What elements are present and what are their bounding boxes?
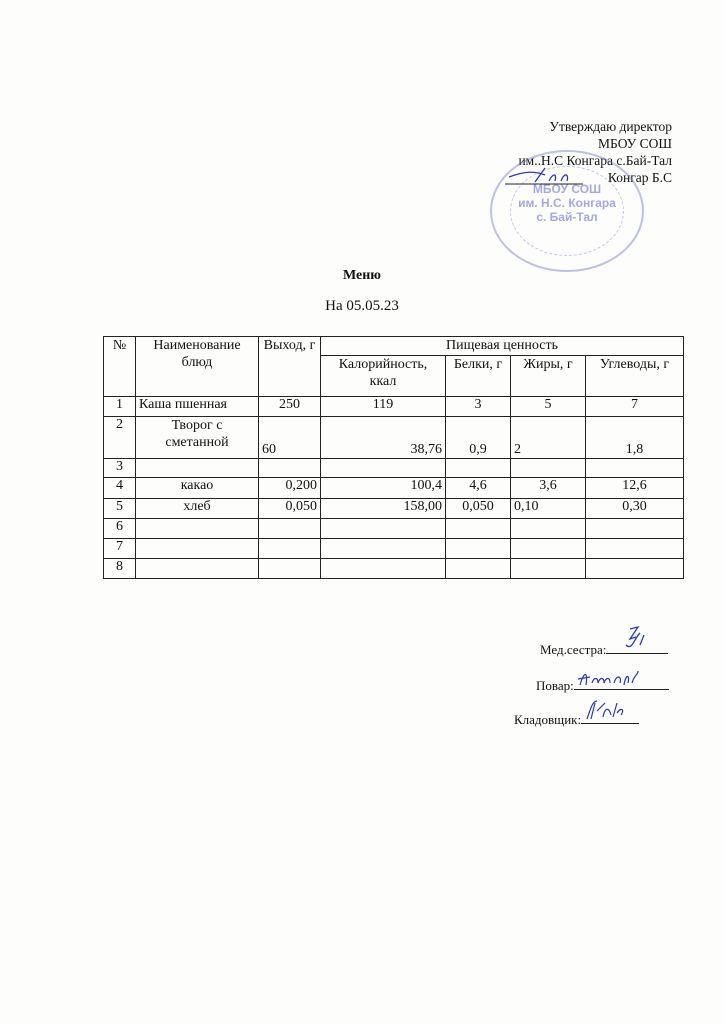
nurse-signature — [606, 640, 668, 654]
cell-num: 7 — [104, 539, 136, 559]
cell-calories: 38,76 — [321, 417, 446, 459]
cell-num: 5 — [104, 499, 136, 519]
cell-output: 250 — [259, 397, 321, 417]
cell-name — [136, 559, 259, 579]
cook-signature-row — [536, 676, 669, 694]
table-row — [104, 478, 684, 499]
cell-name — [136, 539, 259, 559]
cell-carbs — [586, 519, 684, 539]
cell-proteins: 0,9 — [446, 417, 511, 459]
cell-carbs: 0,30 — [586, 499, 684, 519]
cell-proteins: 0,050 — [446, 499, 511, 519]
cell-fats: 3,6 — [511, 478, 586, 499]
approval-line-1: Утверждаю директор — [549, 119, 672, 134]
table-row — [104, 417, 684, 459]
cell-calories — [321, 539, 446, 559]
cell-calories — [321, 559, 446, 579]
table-row — [104, 499, 684, 519]
menu-table — [103, 336, 684, 579]
cell-calories: 158,00 — [321, 499, 446, 519]
nurse-label: Мед.сестра: — [540, 642, 607, 657]
cell-output: 0,200 — [259, 478, 321, 499]
cook-signature — [574, 676, 669, 690]
cell-output — [259, 459, 321, 478]
cell-fats — [511, 559, 586, 579]
cell-num: 2 — [104, 417, 136, 459]
cell-fats — [511, 519, 586, 539]
cell-proteins — [446, 459, 511, 478]
table-row — [104, 539, 684, 559]
cell-carbs: 1,8 — [586, 417, 684, 459]
cell-carbs — [586, 539, 684, 559]
cell-calories: 119 — [321, 397, 446, 417]
storekeeper-signature-row — [514, 710, 639, 728]
cell-output — [259, 519, 321, 539]
header-fats: Жиры, г — [511, 356, 586, 397]
approval-line-3: им..Н.С Конгара с.Бай-Тал — [518, 153, 672, 168]
cell-name: какао — [136, 478, 259, 499]
cell-calories — [321, 519, 446, 539]
approval-line-4: Конгар Б.С — [607, 170, 672, 185]
header-name: Наименование блюд — [136, 337, 259, 397]
header-carbs: Углеводы, г — [586, 356, 684, 397]
stamp-line-2: им. Н.С. Конгара — [518, 196, 616, 210]
storekeeper-label: Кладовщик: — [514, 712, 582, 727]
cell-proteins — [446, 559, 511, 579]
header-output: Выход, г — [259, 337, 321, 397]
table-row — [104, 559, 684, 579]
header-num: № — [104, 337, 136, 397]
approval-line-2: МБОУ СОШ — [598, 136, 672, 151]
table-row — [104, 397, 684, 417]
storekeeper-signature — [581, 710, 639, 724]
cell-output: 0,050 — [259, 499, 321, 519]
cell-proteins: 4,6 — [446, 478, 511, 499]
cell-name: Творог с сметанной — [136, 417, 259, 459]
cell-name — [136, 519, 259, 539]
stamp-line-3: с. Бай-Тал — [536, 210, 598, 224]
cell-fats — [511, 459, 586, 478]
cell-calories: 100,4 — [321, 478, 446, 499]
table-row — [104, 459, 684, 478]
cell-carbs — [586, 559, 684, 579]
header-calories: Калорийность, ккал — [321, 356, 446, 397]
cell-carbs: 12,6 — [586, 478, 684, 499]
cell-num: 8 — [104, 559, 136, 579]
cell-num: 1 — [104, 397, 136, 417]
header-proteins: Белки, г — [446, 356, 511, 397]
nurse-signature-row — [540, 640, 668, 658]
cell-num: 3 — [104, 459, 136, 478]
cell-name: хлеб — [136, 499, 259, 519]
director-signature — [505, 165, 585, 187]
cell-proteins — [446, 539, 511, 559]
cell-fats — [511, 539, 586, 559]
cell-carbs: 7 — [586, 397, 684, 417]
cell-carbs — [586, 459, 684, 478]
cell-fats: 2 — [511, 417, 586, 459]
cook-label: Повар: — [536, 678, 574, 693]
stamp-line-1: МБОУ СОШ — [532, 182, 602, 196]
cell-fats: 5 — [511, 397, 586, 417]
cell-output — [259, 559, 321, 579]
cell-output — [259, 539, 321, 559]
cell-proteins: 3 — [446, 397, 511, 417]
page-title: Меню — [342, 268, 381, 283]
cell-proteins — [446, 519, 511, 539]
cell-calories — [321, 459, 446, 478]
header-nutrition: Пищевая ценность — [321, 337, 684, 356]
cell-num: 6 — [104, 519, 136, 539]
table-row — [104, 519, 684, 539]
cell-name — [136, 459, 259, 478]
stamp-text — [492, 182, 642, 224]
cell-name: Каша пшенная — [136, 397, 259, 417]
cell-fats: 0,10 — [511, 499, 586, 519]
cell-num: 4 — [104, 478, 136, 499]
menu-date: На 05.05.23 — [325, 298, 399, 314]
cell-output: 60 — [259, 417, 321, 459]
